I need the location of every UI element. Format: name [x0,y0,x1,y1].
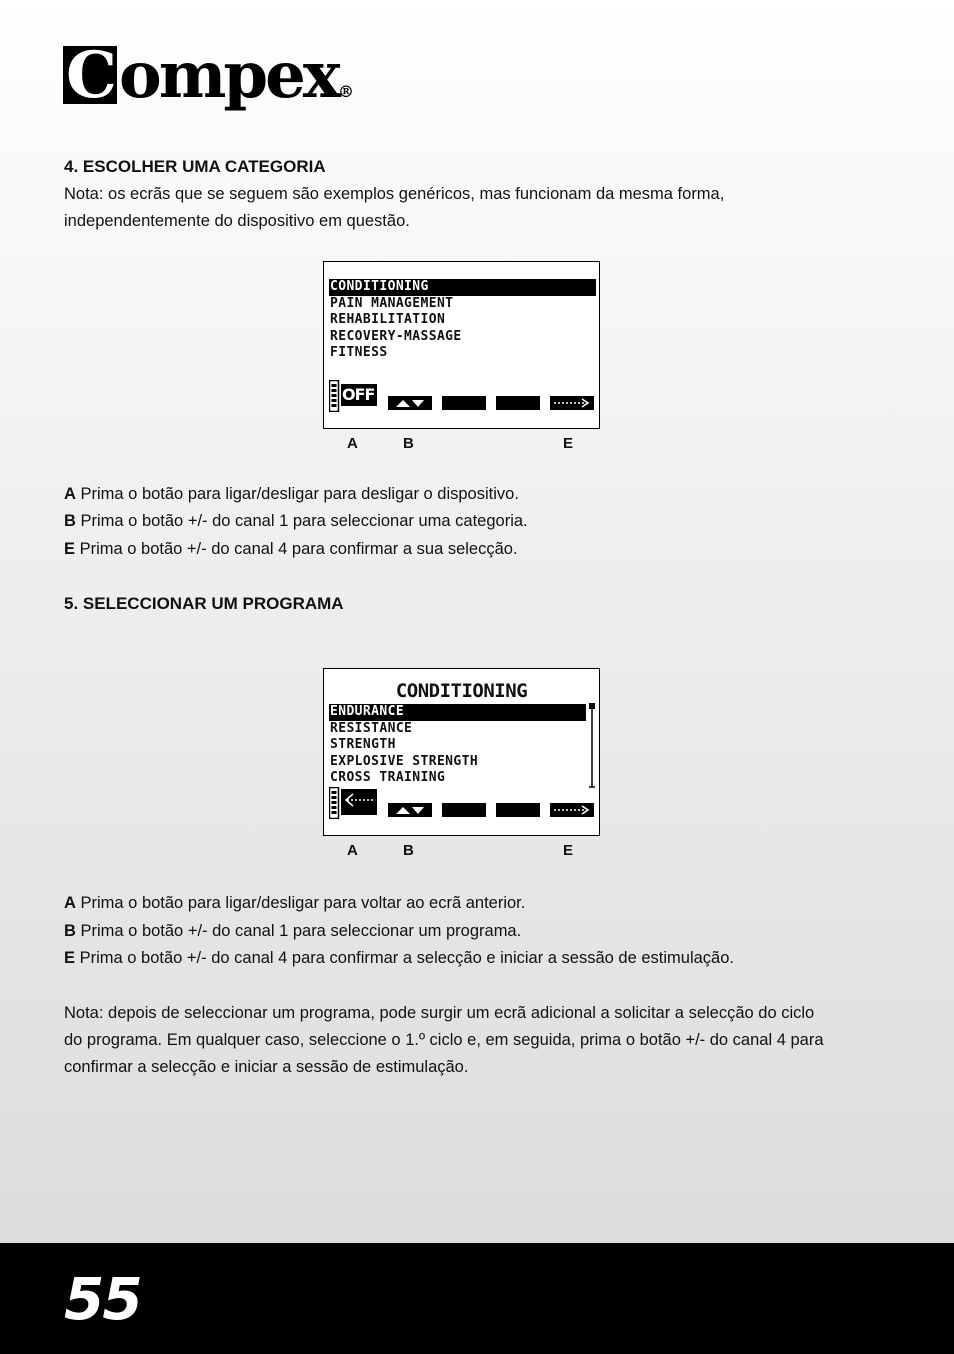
menu-item-recovery-massage: RECOVERY-MASSAGE [330,328,462,344]
instruction-b: B Prima o botão +/- do canal 1 para seleccionar um programa. [64,922,522,940]
menu-item-strength: STRENGTH [330,737,396,753]
section-5-note: Nota: depois de seleccionar um programa, pode surgir um ecrã adicional a solicitar a selecção do ciclo do programa. Em qualquer caso, seleccione o 1.º ciclo e, em seguida, prima o botão +/- do canal 4 para confirmar a selecção e iniciar a sessão de estimulação. [64,1004,824,1076]
menu-item-cross-training: CROSS TRAINING [330,770,446,786]
button-letters-2 [323,842,599,862]
menu-item-conditioning: CONDITIONING [329,279,596,296]
section-4-heading: 4. ESCOLHER UMA CATEGORIA [64,157,326,176]
blank-softkey-d [496,396,540,410]
battery-back-softkey [329,787,377,819]
screen-title: CONDITIONING [395,680,528,702]
scrollbar [589,703,593,787]
letter-a: A [347,842,358,859]
soft-key-row [329,787,594,821]
soft-key-row [329,380,594,414]
menu-item-fitness: FITNESS [330,345,388,361]
up-down-arrows-icon [388,803,432,817]
menu-item-resistance: RESISTANCE [330,720,413,736]
battery-off-softkey [329,380,377,412]
section-5-heading: 5. SELECCIONAR UM PROGRAMA [64,594,344,613]
section-4-note: Nota: os ecrãs que se seguem são exemplos genéricos, mas funcionam da mesma forma, independentemente do dispositivo em questão. [64,185,725,230]
program-menu [329,704,586,787]
button-letters-1 [323,435,599,455]
letter-e: E [563,435,574,452]
dotted-arrow-right-icon [550,803,594,817]
menu-item-pain-management: PAIN MANAGEMENT [330,295,454,311]
letter-a: A [347,435,358,452]
instruction-a: A Prima o botão para ligar/desligar para desligar o dispositivo. [64,485,519,503]
instruction-a: A Prima o botão para ligar/desligar para voltar ao ecrã anterior. [64,894,526,912]
letter-b: B [403,435,414,452]
instruction-e: E Prima o botão +/- do canal 4 para confirmar a sua selecção. [64,540,518,558]
compex-logo: Compex® [63,46,354,118]
back-arrow-icon [329,787,377,819]
category-screen [323,261,600,429]
page-number: 55 [64,1265,141,1333]
footer-bar [0,1243,954,1354]
instruction-e: E Prima o botão +/- do canal 4 para confirmar a selecção e iniciar a sessão de estimulação. [64,949,734,967]
blank-softkey-c [442,803,486,817]
instruction-b: B Prima o botão +/- do canal 1 para seleccionar uma categoria. [64,512,528,530]
blank-softkey-d [496,803,540,817]
category-menu [329,279,596,362]
program-screen [323,668,600,836]
off-label: OFF [342,385,375,404]
menu-item-endurance: ENDURANCE [329,704,586,721]
dotted-arrow-right-icon [550,396,594,410]
menu-item-explosive-strength: EXPLOSIVE STRENGTH [330,753,479,769]
menu-item-rehabilitation: REHABILITATION [330,312,446,328]
letter-e: E [563,842,574,859]
letter-b: B [403,842,414,859]
blank-softkey-c [442,396,486,410]
up-down-arrows-icon [388,396,432,410]
